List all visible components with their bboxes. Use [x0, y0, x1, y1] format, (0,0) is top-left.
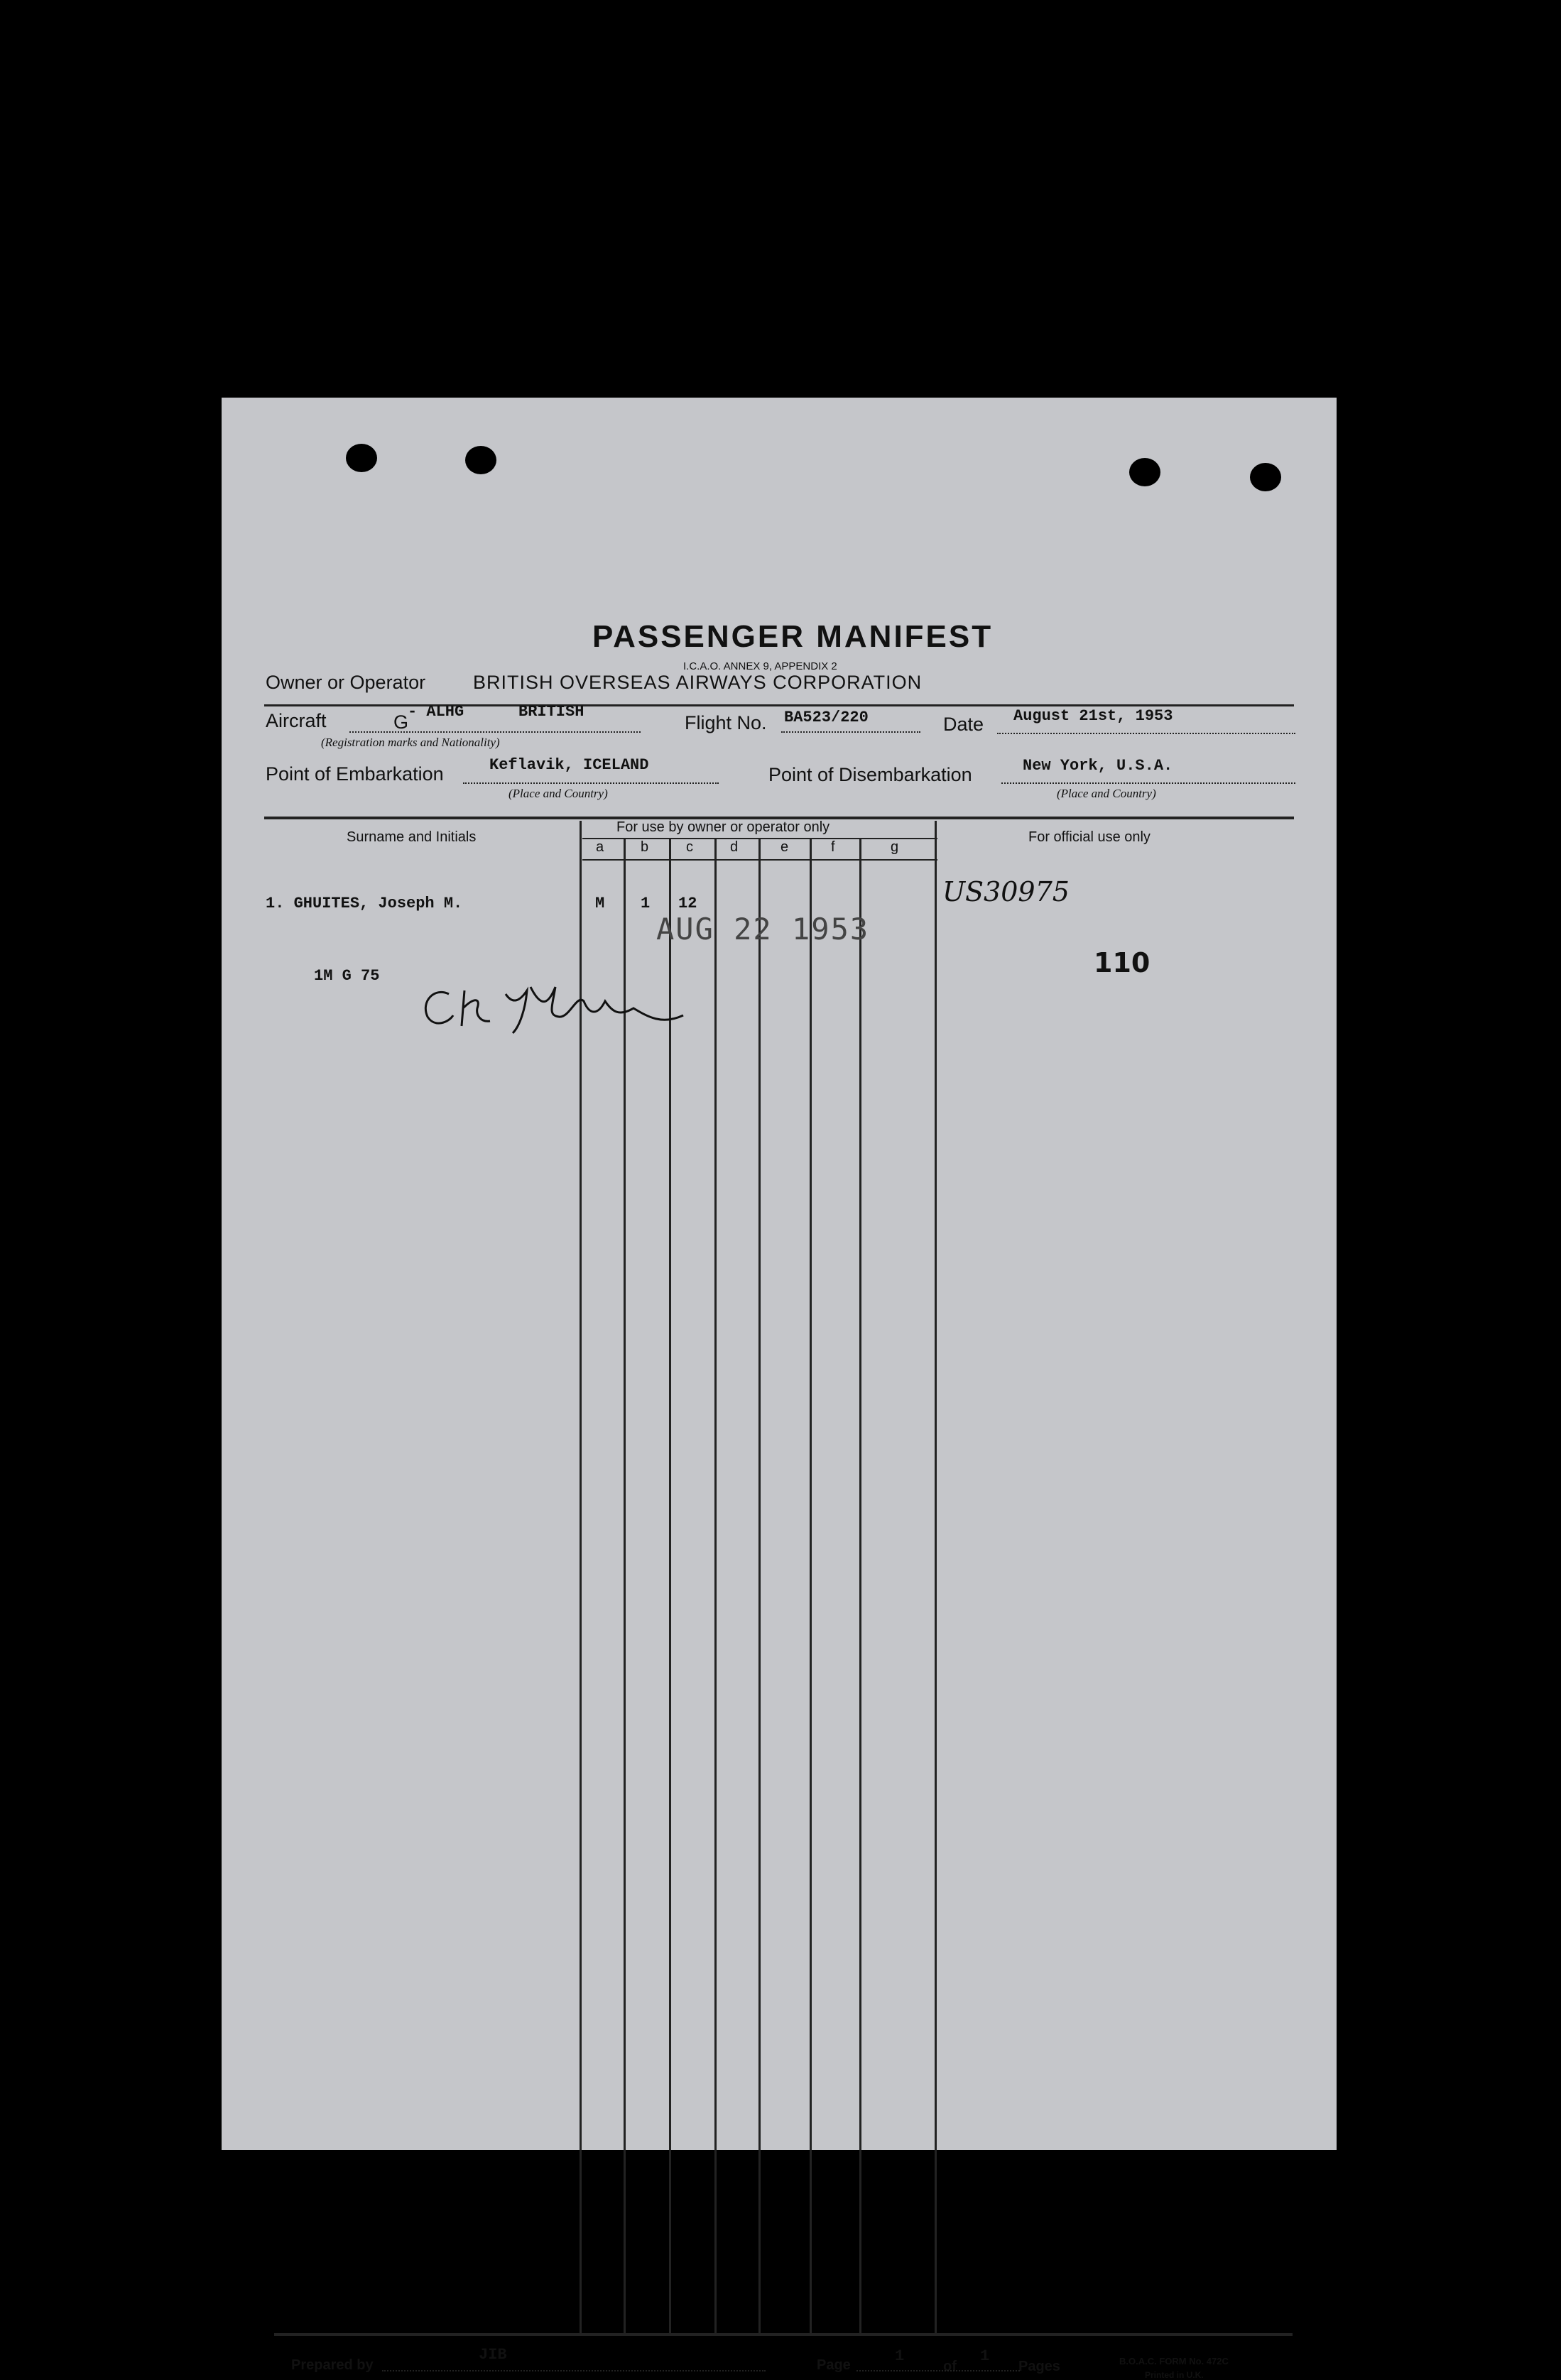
flight-label: Flight No. — [685, 712, 767, 733]
number-annotation: 110 — [1094, 947, 1151, 978]
col-official-header: For official use only — [1028, 829, 1151, 845]
passenger-official: US30975 — [942, 876, 1070, 907]
date-underline — [997, 733, 1295, 734]
aircraft-caption: (Registration marks and Nationality) — [321, 736, 500, 749]
disembark-underline — [1001, 782, 1295, 784]
passenger-col-b: 1 — [641, 895, 651, 912]
code-annotation: 1M G 75 — [314, 967, 380, 985]
col-owner-group-header: For use by owner or operator only — [616, 819, 830, 835]
prepared-value: JIB — [479, 2346, 507, 2364]
col-a-header: a — [596, 839, 604, 855]
col-divider — [714, 839, 717, 2333]
printed-in: Printed in U.K. — [1145, 2370, 1204, 2380]
passenger-col-c: 12 — [678, 895, 697, 912]
embark-underline — [463, 782, 719, 784]
col-surname-header: Surname and Initials — [347, 829, 477, 845]
embark-label: Point of Embarkation — [266, 763, 444, 785]
page-subtitle: I.C.A.O. ANNEX 9, APPENDIX 2 — [683, 660, 837, 672]
aircraft-underline — [349, 731, 641, 733]
punch-hole-4 — [1250, 463, 1281, 491]
footer-rule — [274, 2333, 1293, 2336]
page-title: PASSENGER MANIFEST — [592, 619, 994, 654]
page-underline — [856, 2370, 1020, 2371]
passenger-entry: 1. GHUITES, Joseph M. — [266, 895, 463, 912]
embark-caption: (Place and Country) — [508, 787, 608, 800]
col-d-header: d — [730, 839, 739, 855]
date-stamp: AUG 22 1953 — [656, 912, 870, 946]
manifest-sheet — [222, 398, 1337, 2380]
col-g-header: g — [891, 839, 899, 855]
aircraft-label: Aircraft — [266, 710, 327, 731]
passenger-col-a: M — [595, 895, 605, 912]
punch-hole-1 — [346, 444, 377, 472]
punch-hole-3 — [1129, 458, 1160, 486]
page-number: 1 — [895, 2347, 905, 2365]
of-label: of — [943, 2359, 957, 2374]
col-b-header: b — [641, 839, 649, 855]
col-f-header: f — [831, 839, 835, 855]
col-c-header: c — [686, 839, 693, 855]
col-divider — [580, 821, 582, 2333]
aircraft-nationality: BRITISH — [518, 703, 584, 721]
col-divider — [810, 839, 812, 2333]
date-value: August 21st, 1953 — [1013, 707, 1173, 725]
prepared-underline — [382, 2370, 766, 2371]
disembark-caption: (Place and Country) — [1057, 787, 1156, 800]
aircraft-prefix: G — [393, 711, 409, 733]
disembark-value: New York, U.S.A. — [1023, 757, 1173, 775]
page-label: Page — [817, 2357, 851, 2373]
disembark-label: Point of Disembarkation — [768, 764, 972, 785]
col-divider — [859, 839, 861, 2333]
owner-label: Owner or Operator — [266, 672, 426, 693]
col-divider — [669, 839, 671, 2333]
owner-value: BRITISH OVERSEAS AIRWAYS CORPORATION — [473, 672, 923, 693]
col-divider — [935, 821, 937, 2333]
page-total: 1 — [980, 2347, 990, 2365]
signature — [406, 966, 705, 1037]
pages-label: Pages — [1018, 2359, 1060, 2374]
form-number: B.O.A.C. FORM No. 472C — [1119, 2356, 1229, 2367]
embark-value: Keflavik, ICELAND — [489, 756, 649, 774]
col-divider — [758, 839, 761, 2333]
punch-hole-2 — [465, 446, 496, 474]
flight-underline — [781, 731, 920, 733]
date-label: Date — [943, 714, 984, 735]
prepared-label: Prepared by — [291, 2357, 374, 2373]
aircraft-registration: - ALHG — [408, 703, 464, 721]
col-divider — [624, 839, 626, 2333]
col-e-header: e — [780, 839, 789, 855]
flight-value: BA523/220 — [784, 709, 869, 726]
